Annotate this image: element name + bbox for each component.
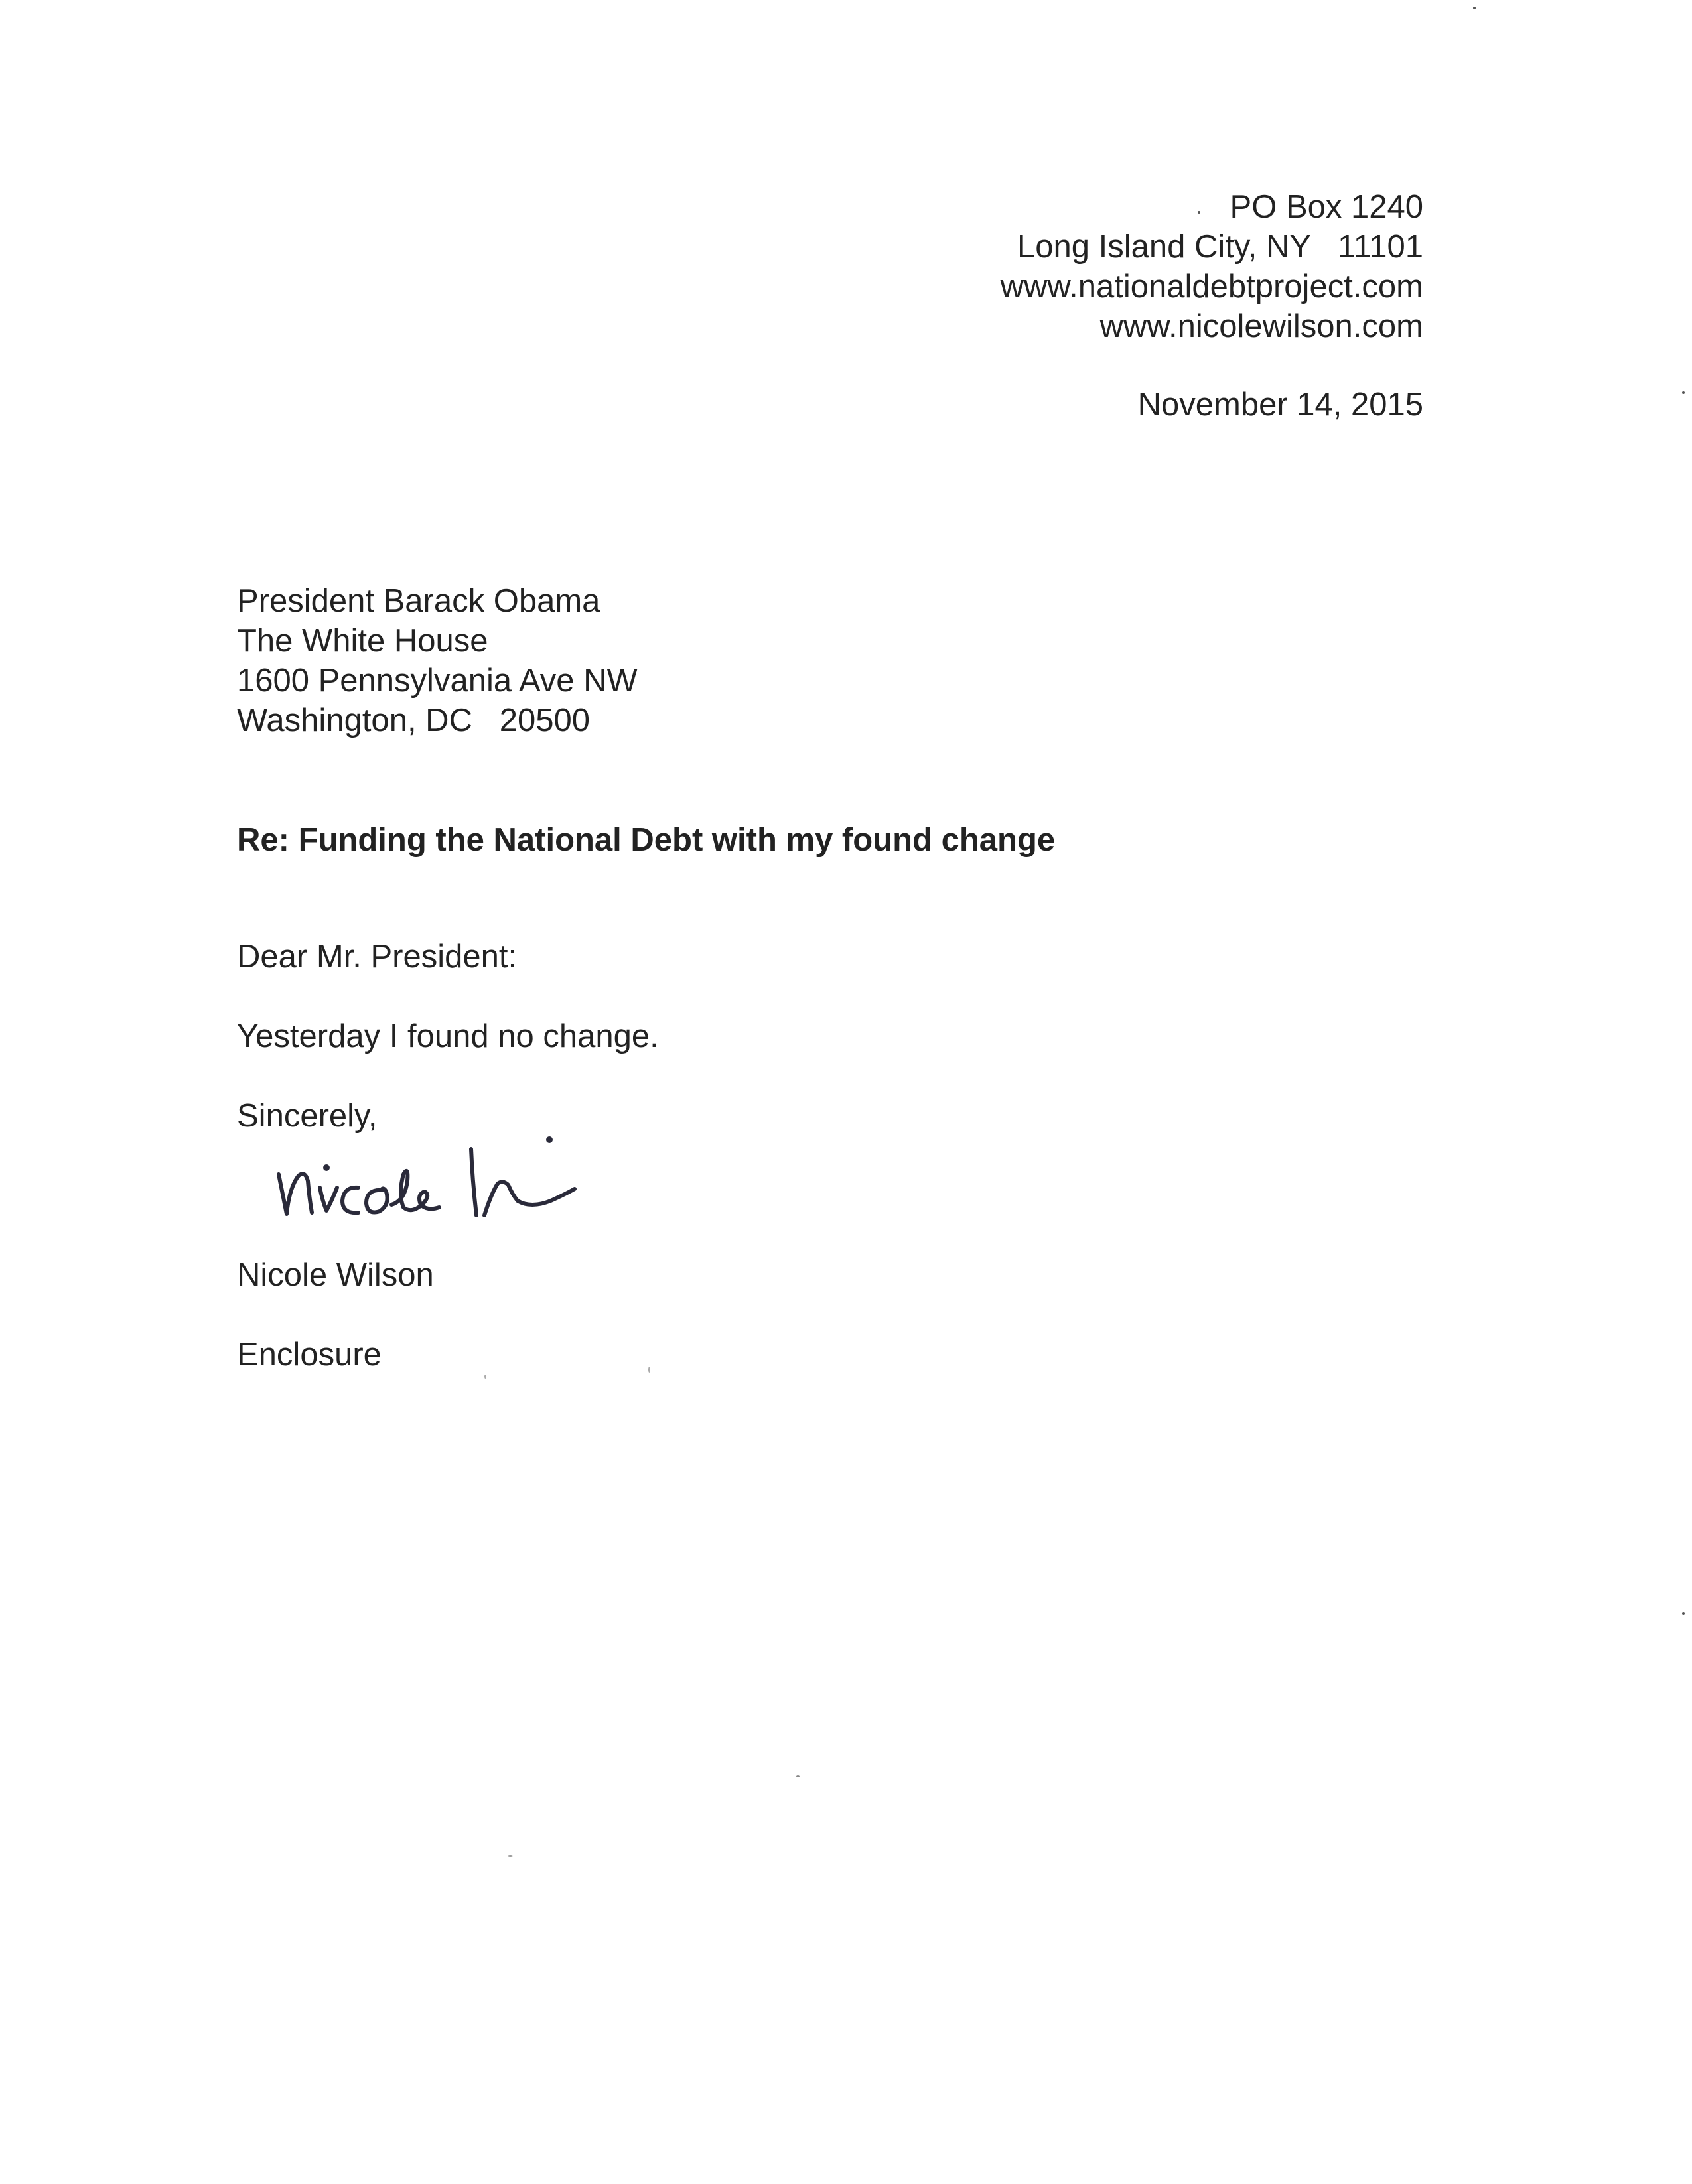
enclosure-notation: Enclosure bbox=[237, 1337, 382, 1373]
recipient-name: President Barack Obama bbox=[237, 583, 600, 619]
closing: Sincerely, bbox=[237, 1098, 378, 1134]
sender-website-line: www.nicolewilson.com bbox=[1099, 308, 1423, 344]
letter-date: November 14, 2015 bbox=[1137, 387, 1423, 423]
scan-speck bbox=[508, 1855, 513, 1857]
scan-speck bbox=[648, 1367, 650, 1373]
sender-address-line: PO Box 1240 bbox=[1230, 189, 1423, 225]
scan-speck bbox=[1682, 1612, 1685, 1615]
subject-line: Re: Funding the National Debt with my found change bbox=[237, 822, 1056, 858]
scan-speck bbox=[1682, 391, 1685, 394]
signer-name: Nicole Wilson bbox=[237, 1257, 434, 1293]
recipient-address-line: Washington, DC 20500 bbox=[237, 703, 591, 738]
sender-website-line: www.nationaldebtproject.com bbox=[1000, 269, 1423, 305]
letter-body: Yesterday I found no change. bbox=[237, 1018, 659, 1054]
scan-speck bbox=[1198, 211, 1200, 214]
handwritten-signature bbox=[265, 1101, 610, 1234]
scan-speck bbox=[484, 1375, 486, 1379]
scan-speck bbox=[796, 1775, 800, 1777]
scan-speck bbox=[1473, 7, 1476, 9]
recipient-address-line: 1600 Pennsylvania Ave NW bbox=[237, 663, 638, 699]
recipient-address bbox=[237, 581, 638, 740]
sender-address bbox=[826, 187, 1423, 346]
recipient-address-line: The White House bbox=[237, 623, 488, 659]
salutation: Dear Mr. President: bbox=[237, 939, 518, 975]
sender-address-line: Long Island City, NY 11101 bbox=[1017, 229, 1423, 265]
